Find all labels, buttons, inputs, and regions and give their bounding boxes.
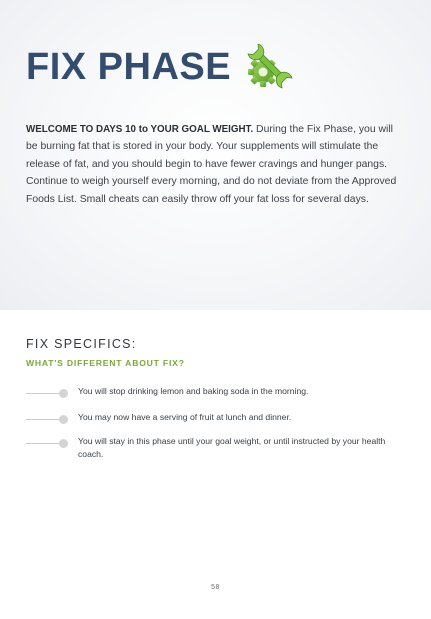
list-item-text: You will stop drinking lemon and baking soda in the morning.: [78, 386, 309, 396]
bullet-line: [26, 443, 62, 444]
intro-paragraph: [26, 121, 404, 208]
list-item: [26, 411, 406, 424]
bullet-line: [26, 419, 62, 420]
intro-lead: WELCOME TO DAYS 10 to YOUR GOAL WEIGHT.: [26, 124, 254, 135]
bullet-dot-icon: [59, 389, 68, 398]
wrench-gear-icon: [243, 44, 293, 90]
intro-body: During the Fix Phase, you will be burning fat that is stored in your body. Your supplements will stimulate the release of fat, and you should begin to have fewer cravings and hunger pangs. Continue to weigh yourself every morning, and do not deviate from the Approved Foods List. Small cheats can easily throw off your fat loss for several days.: [26, 124, 397, 205]
bullet-dot-icon: [59, 439, 68, 448]
specifics-title: FIX SPECIFICS:: [26, 337, 137, 351]
bullet-dot-icon: [59, 415, 68, 424]
page-title: FIX PHASE: [26, 46, 232, 88]
page-number: 58: [211, 584, 220, 591]
list-item-text: You may now have a serving of fruit at lunch and dinner.: [78, 412, 292, 422]
list-item: [26, 435, 406, 461]
bullet-line: [26, 393, 62, 394]
list-item: [26, 385, 406, 398]
specifics-subtitle: WHAT'S DIFFERENT ABOUT FIX?: [26, 358, 185, 368]
list-item-text: You will stay in this phase until your goal weight, or until instructed by your health coach.: [78, 436, 386, 459]
title-row: [26, 44, 293, 90]
